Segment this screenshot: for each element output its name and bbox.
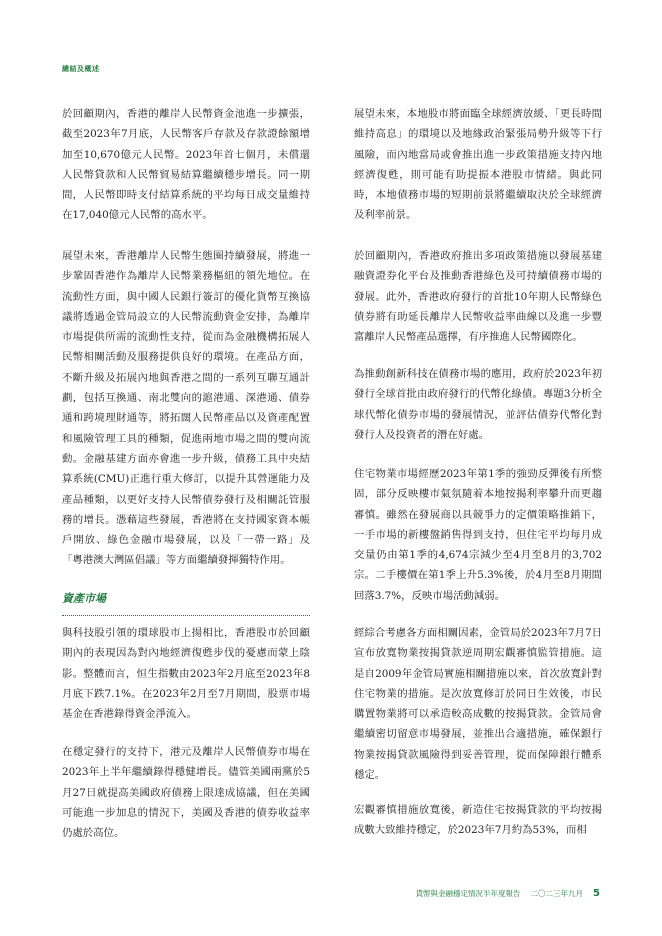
section-heading: 資產市場: [62, 592, 106, 605]
right-paragraph-5: 經綜合考慮各方面相關因素，金管局於2023年7月7日宣布放寬物業按揭貸款逆周期宏觀審慎監管措施。這是自2009年金管局實施相關措施以來，首次放寬針對住宅物業的措施。是次放寬修訂於同日生效後，市民購置物業將可以承造較高成數的按揭貸款。金管局會繼續密切留意市場發展，並推出合適措施，確保銀行物業按揭貸款風險得到妥善管理，從而保障銀行體系穩定。: [354, 627, 602, 782]
right-paragraph-1: 展望未來，本地股市將面臨全球經濟放緩、「更長時間維持高息」的環境以及地緣政治緊張局勢升級等下行風險，而內地當局或會推出進一步政策措施支持內地經濟復甦，則可能有助提振本港股市情緒。與此同時，本地債務市場的短期前景將繼續取決於全球經濟及利率前景。: [354, 108, 602, 222]
page-footer: [416, 888, 600, 899]
right-paragraph-4: 住宅物業市場經歷2023年第1季的強勁反彈後有所整固，部分反映樓市氣氛隨着本地按揭利率攀升而更趨審慎。雖然在發展商以具競爭力的定價策略推銷下，一手市場的新樓盤銷售得到支持，但住宅平均每月成交量仍由第1季的4,674宗減少至4月至8月的3,702宗。二手樓價在第1季上升5.3%後，於4月至8月期間回落3.7%，反映市場活動減弱。: [354, 468, 602, 602]
page-number: 5: [593, 888, 600, 899]
left-paragraph-4: 在穩定發行的支持下，港元及離岸人民幣債券市場在2023年上半年繼續錄得穩健增長。儘管美國兩黨於5月27日就提高美國政府債務上限達成協議，但在美國可能進一步加息的情況下，美國及香港的債券收益率仍處於高位。: [62, 746, 310, 840]
footer-report-title: 貨幣與金融穩定情況半年度報告: [415, 889, 521, 898]
right-paragraph-3: 為推動創新科技在債務市場的應用，政府於2023年初發行全球首批由政府發行的代幣化綠債。專題3分析全球代幣化債券市場的發展情況，並評估債券代幣化對發行人及投資者的潛在好處。: [354, 368, 602, 441]
left-paragraph-2: 展望未來，香港離岸人民幣生態圈持續發展，將進一步鞏固香港作為離岸人民幣業務樞紐的領先地位。在流動性方面，與中國人民銀行簽訂的優化貨幣互換協議將透過金管局設立的人民幣流動資金安排，為離岸市場提供所需的流動性支持，從而為金融機構拓展人民幣相關活動及服務提供良好的環境。在產品方面，不斷升級及拓展內地與香港之間的一系列互聯互通計劃，包括互換通、南北雙向的滬港通、深港通、債券通和跨境理財通等，將拓闊人民幣產品以及資產配置和風險管理工具的種類，促進兩地市場之間的雙向流動。金融基建方面亦會進一步升級，債務工具中央結算系統(CMU)正進行重大修訂，以提升其營運能力及產品種類，以更好支持人民幣債券發行及相關託管服務的增長。憑藉這些發展，香港將在支持國家資本帳戶開放、綠色金融市場發展，以及「一帶一路」及「粵港澳大灣區倡議」等方面繼續發揮獨特作用。: [62, 250, 310, 567]
heading-divider: [62, 615, 310, 616]
left-paragraph-1: 於回顧期內，香港的離岸人民幣資金池進一步擴張，截至2023年7月底，人民幣客戶存款及存款證餘額增加至10,670億元人民幣。2023年首七個月，未償還人民幣貸款和人民幣貿易結算繼續穩步增長。同一期間，人民幣即時支付結算系統的平均每日成交量維持在17,040億元人民幣的高水平。: [62, 108, 310, 222]
footer-date: 二〇二三年九月: [530, 889, 584, 898]
right-paragraph-6: 宏觀審慎措施放寬後，新造住宅按揭貸款的平均按揭成數大致維持穩定，於2023年7月約為53%，而相: [354, 804, 602, 837]
left-paragraph-3: 與科技股引領的環球股市上揚相比，香港股市於回顧期內的表現因為對內地經濟復甦步伐的憂慮而蒙上陰影。整體而言，恒生指數由2023年2月底至2023年8月底下跌7.1%。在2023年2月至7月期間，股票市場基金在香港錄得資金淨流入。: [62, 627, 310, 721]
right-paragraph-2: 於回顧期內，香港政府推出多項政策措施以發展基建融資證券化平台及推動香港綠色及可持續債務市場的發展。此外，香港政府發行的首批10年期人民幣綠色債券將有助延長離岸人民幣收益率曲線以及進一步豐富離岸人民幣產品選擇，有序推進人民幣國際化。: [354, 250, 602, 344]
section-label: 總結及概述: [62, 65, 100, 73]
